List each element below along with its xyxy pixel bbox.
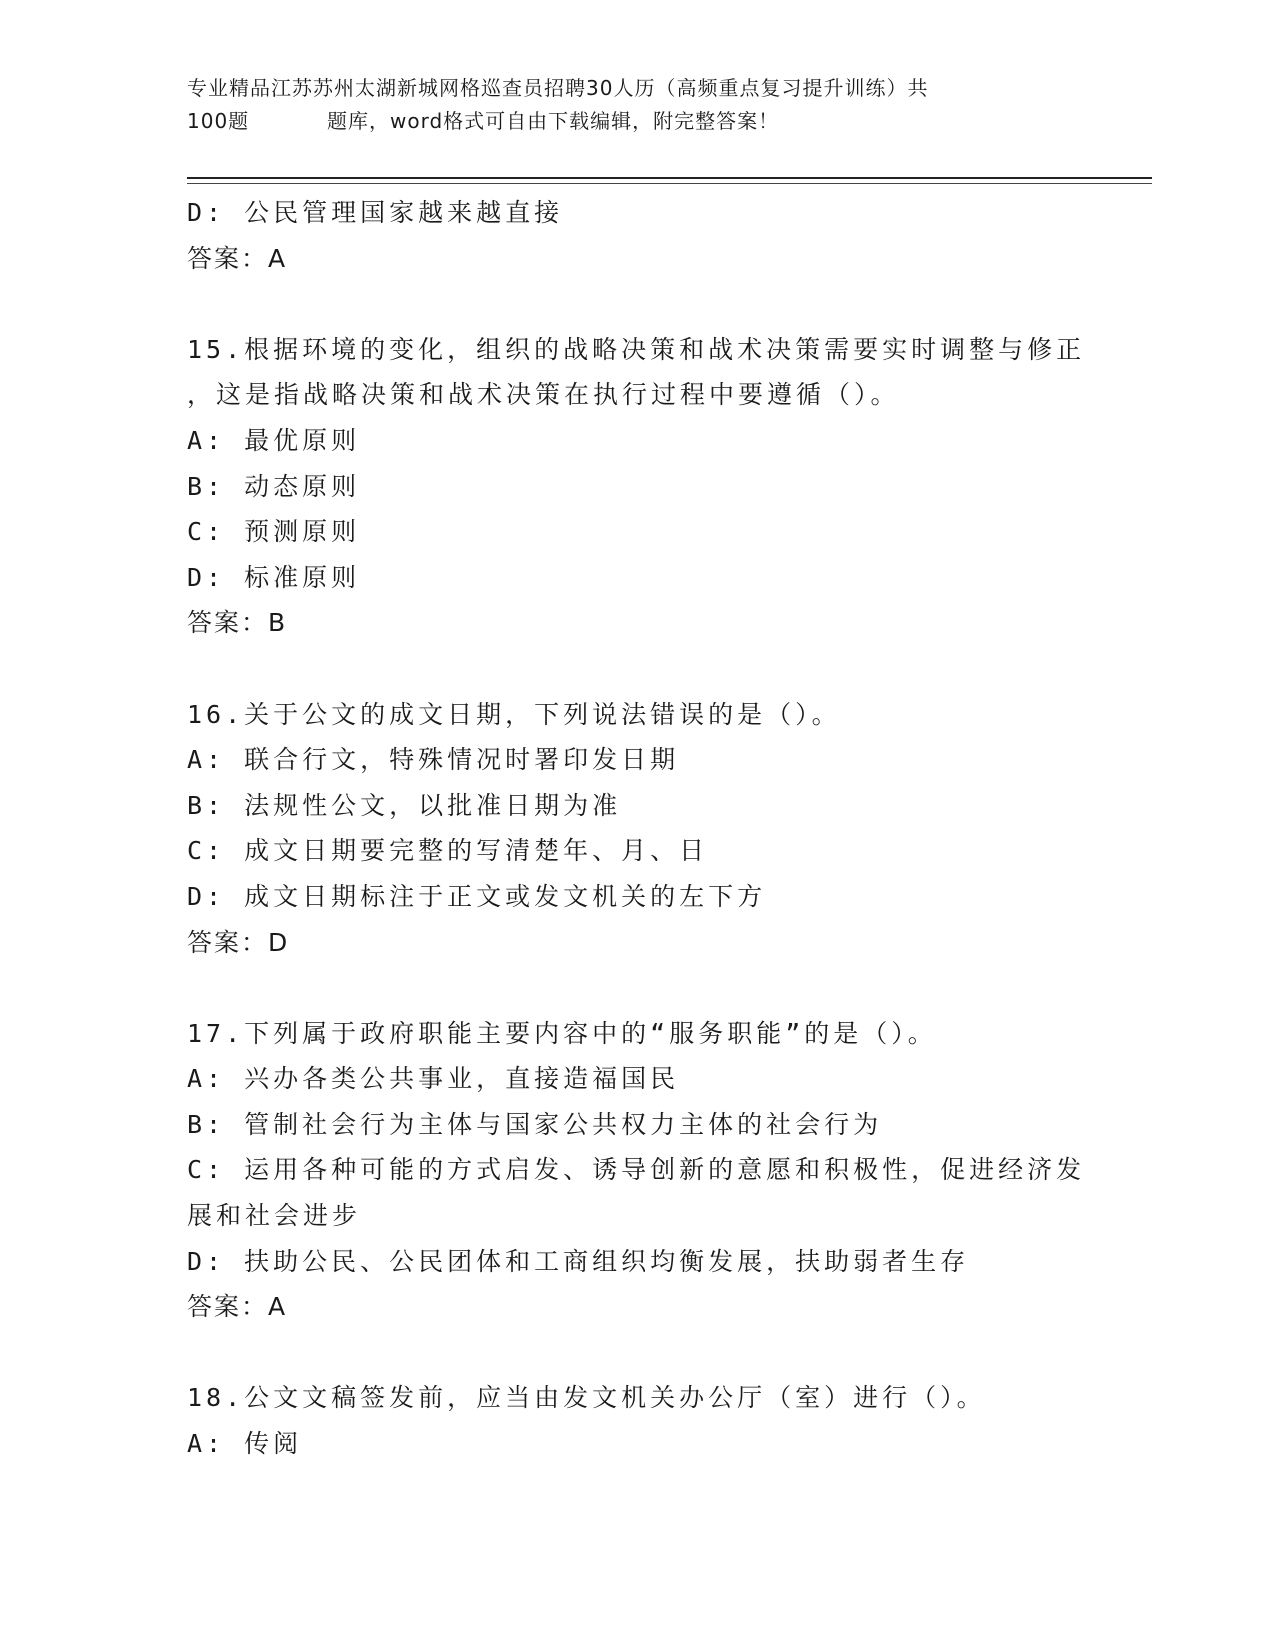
q16-option-c: C: 成文日期要完整的写清楚年、月、日 bbox=[187, 836, 709, 866]
spacer bbox=[187, 646, 1087, 692]
q18-option-a: A: 传阅 bbox=[187, 1429, 303, 1459]
spacer bbox=[187, 965, 1087, 1011]
q16-option-a: A: 联合行文，特殊情况时署印发日期 bbox=[187, 745, 680, 775]
q17-answer: 答案：A bbox=[187, 1292, 288, 1322]
q18-stem-line-1: 18.公文文稿签发前，应当由发文机关办公厅（室）进行（）。 bbox=[187, 1383, 986, 1413]
header-line-1: 专业精品江苏苏州太湖新城网格巡查员招聘30人历（高频重点复习提升训练）共 bbox=[187, 76, 929, 100]
q15-option-d: D: 标准原则 bbox=[187, 562, 361, 592]
header-divider-thin bbox=[187, 183, 1152, 184]
q17-option-b: B: 管制社会行为主体与国家公共权力主体的社会行为 bbox=[187, 1109, 883, 1139]
q16-option-b: B: 法规性公文，以批准日期为准 bbox=[187, 790, 622, 820]
q15-stem-line-2: ，这是指战略决策和战术决策在执行过程中要遵循（）。 bbox=[187, 380, 900, 410]
q17-option-c-line-2: 展和社会进步 bbox=[187, 1201, 362, 1231]
q17-option-c-line-1: C: 运用各种可能的方式启发、诱导创新的意愿和积极性，促进经济发 bbox=[187, 1155, 1086, 1185]
header-line-2 bbox=[187, 105, 1087, 138]
header-line-2-left: 100题 bbox=[187, 109, 250, 133]
q15-stem-line-1: 15.根据环境的变化，组织的战略决策和战术决策需要实时调整与修正 bbox=[187, 334, 1086, 364]
q17-option-a: A: 兴办各类公共事业，直接造福国民 bbox=[187, 1064, 680, 1094]
question-content bbox=[187, 190, 1087, 1467]
q14-option-d: D: 公民管理国家越来越直接 bbox=[187, 198, 564, 227]
q16-answer: 答案：D bbox=[187, 927, 290, 957]
q15-option-c: C: 预测原则 bbox=[187, 517, 361, 547]
q15-answer: 答案：B bbox=[187, 608, 288, 638]
q15-option-a: A: 最优原则 bbox=[187, 425, 361, 455]
q16-stem-line-1: 16.关于公文的成文日期，下列说法错误的是（）。 bbox=[187, 699, 841, 729]
q15-option-b: B: 动态原则 bbox=[187, 471, 361, 501]
page-header bbox=[187, 72, 1087, 138]
q17-stem-line-1: 17.下列属于政府职能主要内容中的“服务职能”的是（）。 bbox=[187, 1018, 937, 1048]
q16-option-d: D: 成文日期标注于正文或发文机关的左下方 bbox=[187, 881, 767, 911]
q17-option-d: D: 扶助公民、公民团体和工商组织均衡发展，扶助弱者生存 bbox=[187, 1246, 970, 1276]
spacer bbox=[187, 1330, 1087, 1376]
q14-answer: 答案：A bbox=[187, 243, 288, 273]
header-divider-thick bbox=[187, 177, 1152, 179]
spacer bbox=[187, 281, 1087, 327]
header-line-2-right: 题库，word格式可自由下载编辑，附完整答案！ bbox=[327, 109, 780, 133]
